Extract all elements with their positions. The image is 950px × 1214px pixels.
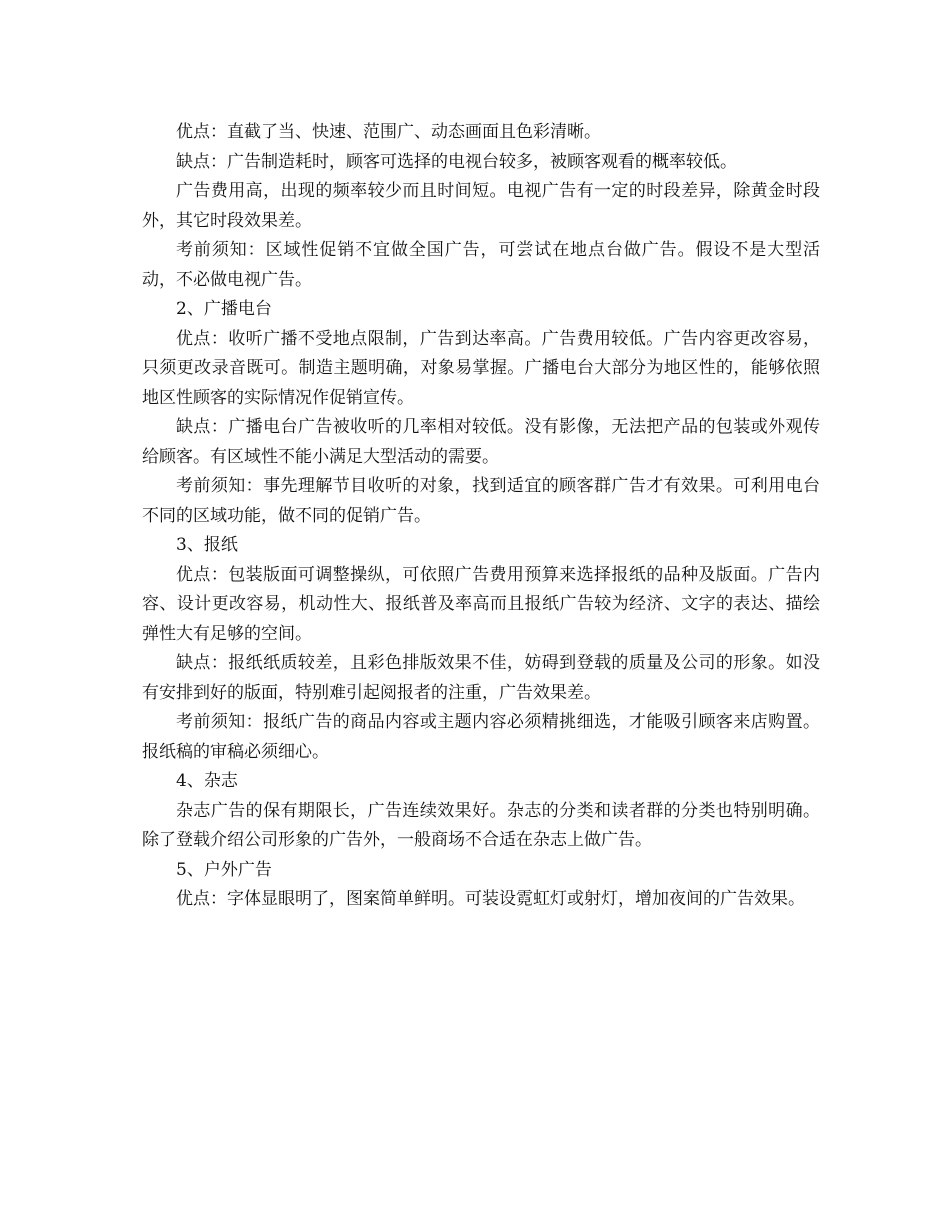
paragraph-radio-pros: 优点：收听广播不受地点限制，广告到达率高。广告费用较低。广告内容更改容易，只须更改录音既可。制造主题明确，对象易掌握。广播电台大部分为地区性的，能够依照地区性顾客的实际情况作促销宣传。: [142, 328, 820, 408]
paragraph-tv-cost: 广告费用高，出现的频率较少而且时间短。电视广告有一定的时段差异，除黄金时段外，其它时段效果差。: [142, 181, 820, 231]
section-heading-newspaper: 3、报纸: [176, 535, 238, 555]
section-heading-radio: 2、广播电台: [176, 299, 272, 319]
paragraph-radio-notes: 考前须知：事先理解节目收听的对象，找到适宜的顾客群广告才有效果。可利用电台不同的区域功能，做不同的促销广告。: [142, 476, 820, 526]
paragraph-tv-notes: 考前须知：区域性促销不宜做全国广告，可尝试在地点台做广告。假设不是大型活动，不必做电视广告。: [142, 240, 820, 290]
paragraph-newspaper-cons: 缺点：报纸纸质较差，且彩色排版效果不佳，妨碍到登载的质量及公司的形象。如没有安排到好的版面，特别难引起阅报者的注重，广告效果差。: [142, 653, 820, 703]
paragraph-newspaper-pros: 优点：包装版面可调整操纵，可依照广告费用预算来选择报纸的品种及版面。广告内容、设计更改容易，机动性大、报纸普及率高而且报纸广告较为经济、文字的表达、描绘弹性大有足够的空间。: [142, 564, 820, 644]
paragraph-magazine: 杂志广告的保有期限长，广告连续效果好。杂志的分类和读者群的分类也特别明确。除了登载介绍公司形象的广告外，一般商场不合适在杂志上做广告。: [142, 800, 820, 850]
section-heading-magazine: 4、杂志: [176, 771, 238, 791]
paragraph-tv-pros: 优点：直截了当、快速、范围广、动态画面且色彩清晰。: [176, 122, 601, 142]
paragraph-tv-cons: 缺点：广告制造耗时，顾客可选择的电视台较多，被顾客观看的概率较低。: [176, 151, 737, 172]
paragraph-radio-cons: 缺点：广播电台广告被收听的几率相对较低。没有影像，无法把产品的包装或外观传给顾客。有区域性不能小满足大型活动的需要。: [142, 417, 820, 467]
section-heading-outdoor: 5、户外广告: [176, 859, 272, 880]
paragraph-newspaper-notes: 考前须知：报纸广告的商品内容或主题内容必须精挑细选，才能吸引顾客来店购置。报纸稿的审稿必须细心。: [142, 712, 820, 762]
paragraph-outdoor-pros: 优点：字体显眼明了，图案简单鲜明。可装设霓虹灯或射灯，增加夜间的广告效果。: [176, 889, 805, 909]
document-body: [142, 118, 820, 915]
